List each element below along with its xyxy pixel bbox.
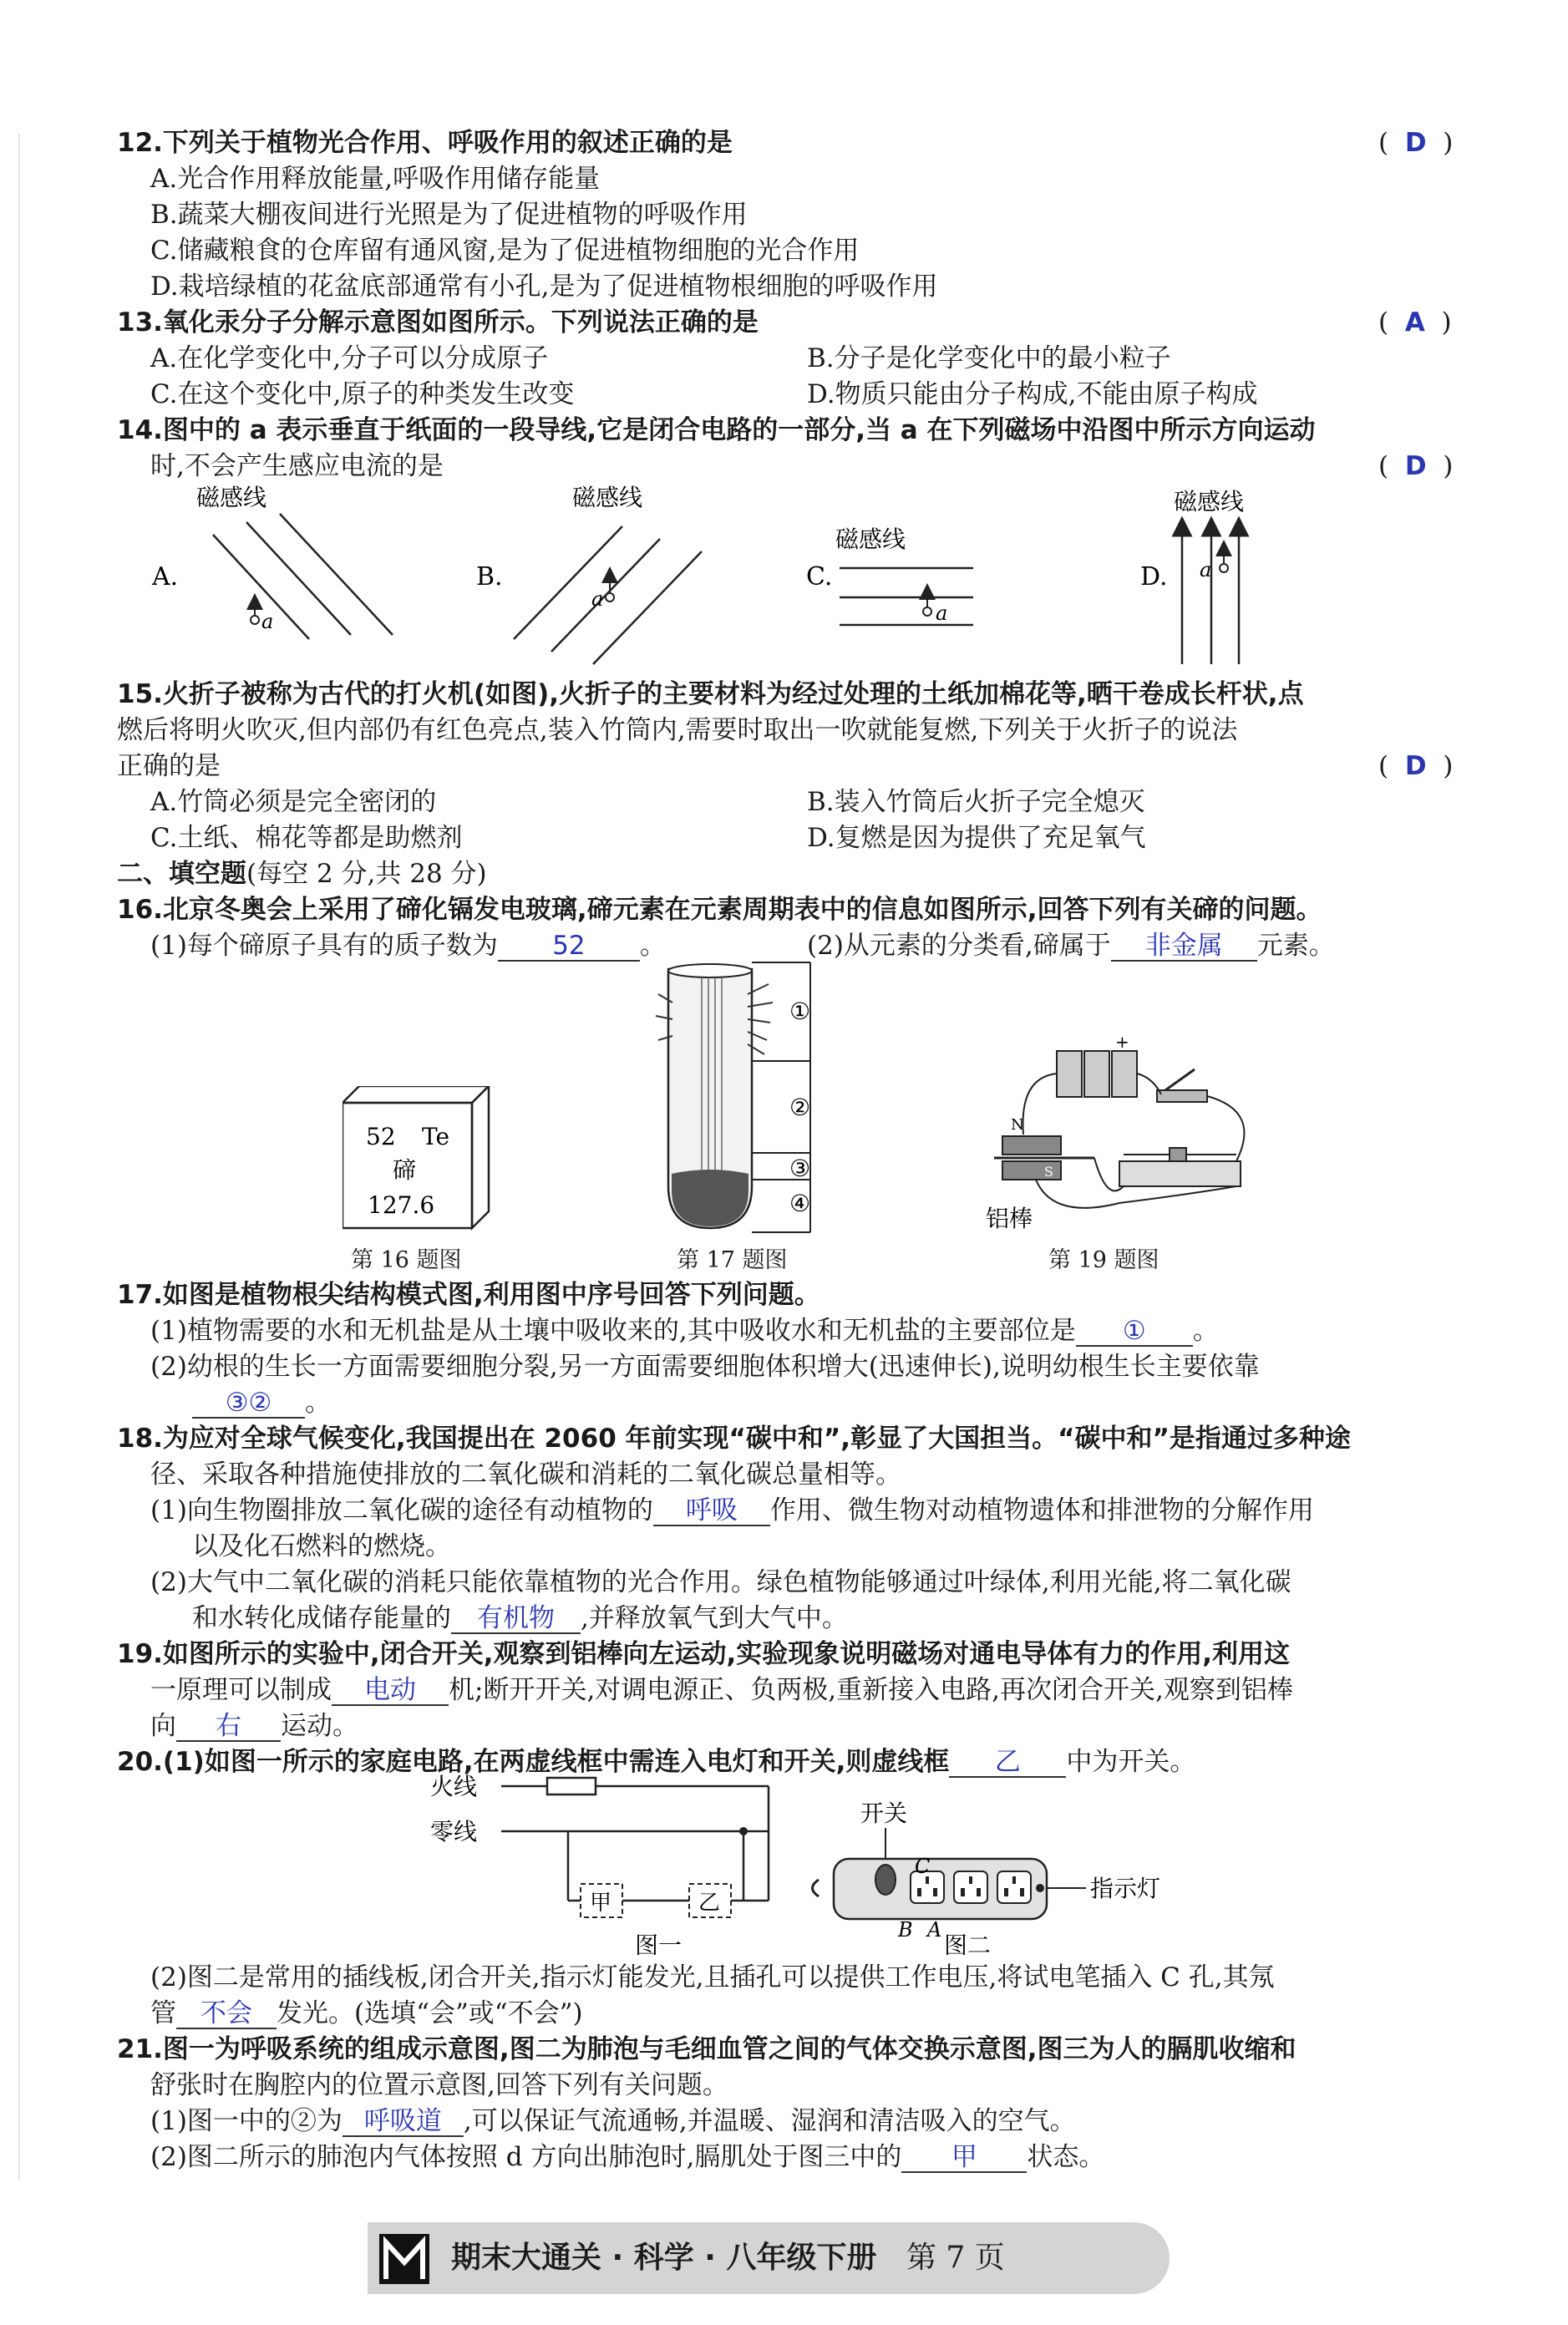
q18-part1-line2: 以及化石燃料的燃烧。 xyxy=(192,1531,451,1561)
q19-line3: 向 右 运动。 xyxy=(150,1711,358,1741)
fig19-battery xyxy=(1057,1036,1137,1097)
fig17-label-1: ① xyxy=(789,998,811,1025)
q17-part1-blank: ① xyxy=(1076,1317,1193,1347)
footer-title: 期末大通关 · 科学 · 八年级下册 第 7 页 xyxy=(451,2241,1005,2275)
element-symbol: Te xyxy=(422,1123,450,1150)
q14-fig-a-field-lines xyxy=(213,514,393,639)
q15-option-d: D.复燃是因为提供了充足氧气 xyxy=(807,823,1146,853)
q14-fig-c-letter: C. xyxy=(806,562,833,591)
element-mass: 127.6 xyxy=(368,1191,435,1219)
fig20-caption-2: 图二 xyxy=(944,1932,992,1955)
q14-fig-c-field-lines xyxy=(840,568,973,625)
q15-stem-2: 燃后将明火吹灭,但内部仍有红色亮点,装入竹筒内,需要时取出一吹就能复燃,下列关于火折子的说法 xyxy=(117,715,1238,745)
section-fill-blank: 二、填空题(每空 2 分,共 28 分) xyxy=(117,859,487,889)
q16-part1-blank: 52 xyxy=(498,932,640,962)
q21-stem-1: 21.图一为呼吸系统的组成示意图,图二为肺泡与毛细血管之间的气体交换示意图,图三为人的膈肌收缩和 xyxy=(117,2034,1297,2064)
fig20-power-strip xyxy=(802,1796,1186,1955)
fig19-caption: 第 19 题图 xyxy=(1048,1247,1160,1273)
fig19-magnet xyxy=(994,1116,1094,1180)
q13-answer-paren: ( A ) xyxy=(1378,307,1452,338)
q13-answer: A xyxy=(1404,307,1425,338)
q21-part2: (2)图二所示的肺泡内气体按照 d 方向出肺泡时,膈肌处于图三中的 甲 状态。 xyxy=(150,2142,1105,2172)
fig19-rod-label: 铝棒 xyxy=(986,1205,1033,1232)
q14-fig-c-field-label: 磁感线 xyxy=(835,525,906,553)
q17-part2-blank: ③② xyxy=(192,1388,305,1419)
fig17-label-3: ③ xyxy=(789,1155,811,1182)
q16-part2-blank: 非金属 xyxy=(1111,932,1257,962)
fig16-element-card xyxy=(343,1086,493,1232)
fig17-root-tip xyxy=(635,961,835,1236)
page-number: 7 xyxy=(946,2241,966,2275)
q15-answer: D xyxy=(1404,751,1427,781)
svg-text:a: a xyxy=(1200,558,1212,581)
q20-part1: 20.(1)如图一所示的家庭电路,在两虚线框中需连入电灯和开关,则虚线框 乙 中为开关。 xyxy=(117,1747,1196,1777)
q19-blank2: 右 xyxy=(176,1712,281,1742)
q14-fig-a-wire xyxy=(251,602,273,633)
q18-stem-1: 18.为应对全球气候变化,我国提出在 2060 年前实现“碳中和”,彰显了大国担当。“碳中和”是指通过多种途 xyxy=(117,1424,1351,1454)
fig17-caption: 第 17 题图 xyxy=(677,1247,788,1273)
q14-fig-b-wire xyxy=(591,575,614,611)
svg-text:a: a xyxy=(261,610,274,633)
q12-option-d: D.栽培绿植的花盆底部通常有小孔,是为了促进植物根细胞的呼吸作用 xyxy=(150,272,938,302)
q14-fig-d-letter: D. xyxy=(1140,562,1168,591)
q13-option-b: B.分子是化学变化中的最小粒子 xyxy=(807,343,1171,373)
publisher-logo-icon xyxy=(378,2229,431,2287)
q12-option-b: B.蔬菜大棚夜间进行光照是为了促进植物的呼吸作用 xyxy=(150,200,748,230)
q18-part2-line1: (2)大气中二氧化碳的消耗只能依靠植物的光合作用。绿色植物能够通过叶绿体,利用光能,将二氧化碳 xyxy=(150,1567,1291,1597)
fig20-neutral-label: 零线 xyxy=(430,1818,478,1845)
q17-part2-line2: ③② 。 xyxy=(192,1385,331,1420)
q15-stem-1: 15.火折子被称为古代的打火机(如图),火折子的主要材料为经过处理的土纸加棉花等,晒干卷成长杆状,点 xyxy=(117,679,1304,709)
fig20-hole-b: B xyxy=(898,1918,913,1942)
q19-blank1: 电动 xyxy=(332,1676,449,1706)
q14-fig-d-field-label: 磁感线 xyxy=(1174,488,1245,515)
q13-stem: 13.氧化汞分子分解示意图如图所示。下列说法正确的是 xyxy=(117,307,759,338)
q15-option-a: A.竹筒必须是完全密闭的 xyxy=(150,787,437,817)
q14-fig-a-letter: A. xyxy=(152,562,179,591)
fig19-switch xyxy=(1157,1069,1207,1102)
q17-part1: (1)植物需要的水和无机盐是从土壤中吸收来的,其中吸收水和无机盐的主要部位是 ① 。 xyxy=(150,1316,1219,1346)
q20-part2-blank: 不会 xyxy=(176,1999,277,2029)
fig20-wires xyxy=(501,1778,769,1901)
q13-option-c: C.在这个变化中,原子的种类发生改变 xyxy=(150,379,575,409)
q14-fig-b-letter: B. xyxy=(476,562,503,591)
q14-fig-d-field-lines xyxy=(1182,526,1239,664)
q13-option-a: A.在化学变化中,分子可以分成原子 xyxy=(150,343,549,373)
q21-stem-2: 舒张时在胸腔内的位置示意图,回答下列有关问题。 xyxy=(150,2070,728,2100)
fig20-box-b-label: 乙 xyxy=(698,1891,721,1916)
q21-part1-blank: 呼吸道 xyxy=(343,2107,464,2137)
fig16-caption: 第 16 题图 xyxy=(351,1247,462,1273)
q19-line2: 一原理可以制成 电动 机;断开开关,对调电源正、负两极,重新接入电路,再次闭合开关,观察到铝棒 xyxy=(150,1675,1293,1705)
fig19-rheostat xyxy=(1119,1148,1241,1186)
q14-fig-a-field-label: 磁感线 xyxy=(196,485,267,511)
margin-line xyxy=(18,134,20,2180)
q12-answer-paren: ( D ) xyxy=(1378,128,1454,158)
q17-stem: 17.如图是植物根尖结构模式图,利用图中序号回答下列问题。 xyxy=(117,1280,820,1310)
q14-answer-paren: ( D ) xyxy=(1378,451,1454,481)
fig20-box-a-label: 甲 xyxy=(590,1891,612,1916)
q17-part2-line1: (2)幼根的生长一方面需要细胞分裂,另一方面需要细胞体积增大(迅速伸长),说明幼根生长主要依靠 xyxy=(150,1352,1260,1382)
q20-part2-line2: 管 不会 发光。(选填“会”或“不会”) xyxy=(150,1998,583,2028)
q14-fig-b-field-lines xyxy=(514,526,702,664)
fig20-live-label: 火线 xyxy=(430,1773,478,1800)
q15-answer-paren: ( D ) xyxy=(1378,751,1454,781)
q14-answer: D xyxy=(1404,451,1427,481)
q16-stem: 16.北京冬奥会上采用了碲化镉发电玻璃,碲元素在元素周期表中的信息如图所示,回答下列有关碲的问题。 xyxy=(117,895,1322,925)
q14-fig-d-wire xyxy=(1200,548,1228,581)
q12-option-c: C.储藏粮食的仓库留有通风窗,是为了促进植物细胞的光合作用 xyxy=(150,236,860,266)
q12-stem: 12.下列关于植物光合作用、呼吸作用的叙述正确的是 xyxy=(117,128,733,158)
q21-part2-blank: 甲 xyxy=(901,2143,1027,2173)
fig19-circuit xyxy=(986,1036,1270,1236)
svg-text:N: N xyxy=(1011,1116,1024,1134)
fig20-hole-c: C xyxy=(915,1855,931,1878)
fig20-lamp-label: 指示灯 xyxy=(1090,1875,1161,1902)
q12-answer: D xyxy=(1404,128,1427,158)
q16-part1: (1)每个碲原子具有的质子数为 52 。 xyxy=(150,931,666,961)
q14-stem-2: 时,不会产生感应电流的是 xyxy=(150,451,444,481)
svg-text:a: a xyxy=(936,602,948,625)
fig20-switch-label: 开关 xyxy=(860,1800,908,1827)
element-number: 52 xyxy=(366,1123,396,1150)
q15-stem-3: 正确的是 xyxy=(117,751,221,781)
svg-text:a: a xyxy=(591,587,604,611)
fig20-household-circuit xyxy=(418,1763,819,1955)
q15-option-c: C.土纸、棉花等都是助燃剂 xyxy=(150,823,463,853)
q16-part2: (2)从元素的分类看,碲属于 非金属 元素。 xyxy=(807,931,1335,961)
fig20-hole-a: A xyxy=(927,1918,942,1942)
q13-option-d: D.物质只能由分子构成,不能由原子构成 xyxy=(807,379,1258,409)
q15-option-b: B.装入竹筒后火折子完全熄灭 xyxy=(807,787,1145,817)
svg-text:+: + xyxy=(1115,1036,1129,1052)
q18-part1: (1)向生物圈排放二氧化碳的途径有动植物的 呼吸 作用、微生物对动植物遗体和排泄物的分解作用 xyxy=(150,1495,1314,1525)
q20-part2-line1: (2)图二是常用的插线板,闭合开关,指示灯能发光,且插孔可以提供工作电压,将试电笔插入 C 孔,其氖 xyxy=(150,1962,1275,1992)
fig17-label-4: ④ xyxy=(789,1190,811,1217)
element-name: 碲 xyxy=(393,1156,417,1184)
q14-figures xyxy=(142,485,1286,677)
q18-part2-line2: 和水转化成储存能量的 有机物 ,并释放氧气到大气中。 xyxy=(192,1603,848,1633)
q12-option-a: A.光合作用释放能量,呼吸作用储存能量 xyxy=(150,164,601,194)
q14-fig-b-field-label: 磁感线 xyxy=(572,485,643,511)
q21-part1: (1)图一中的②为 呼吸道 ,可以保证气流通畅,并温暖、湿润和清洁吸入的空气。 xyxy=(150,2106,1076,2136)
q18-part1-blank: 呼吸 xyxy=(653,1496,770,1526)
fig20-caption-1: 图一 xyxy=(635,1932,683,1955)
q19-line1: 19.如图所示的实验中,闭合开关,观察到铝棒向左运动,实验现象说明磁场对通电导体有力的作用,利用这 xyxy=(117,1639,1291,1669)
q14-stem-1: 14.图中的 a 表示垂直于纸面的一段导线,它是闭合电路的一部分,当 a 在下列磁场中沿图中所示方向运动 xyxy=(117,415,1316,445)
q18-stem-2: 径、采取各种措施使排放的二氧化碳和消耗的二氧化碳总量相等。 xyxy=(150,1459,901,1490)
fig20-switch-button xyxy=(875,1865,896,1895)
q18-part2-blank: 有机物 xyxy=(451,1604,581,1634)
svg-text:S: S xyxy=(1044,1164,1053,1180)
fig17-label-2: ② xyxy=(789,1094,811,1121)
q20-part1-blank: 乙 xyxy=(949,1748,1066,1778)
